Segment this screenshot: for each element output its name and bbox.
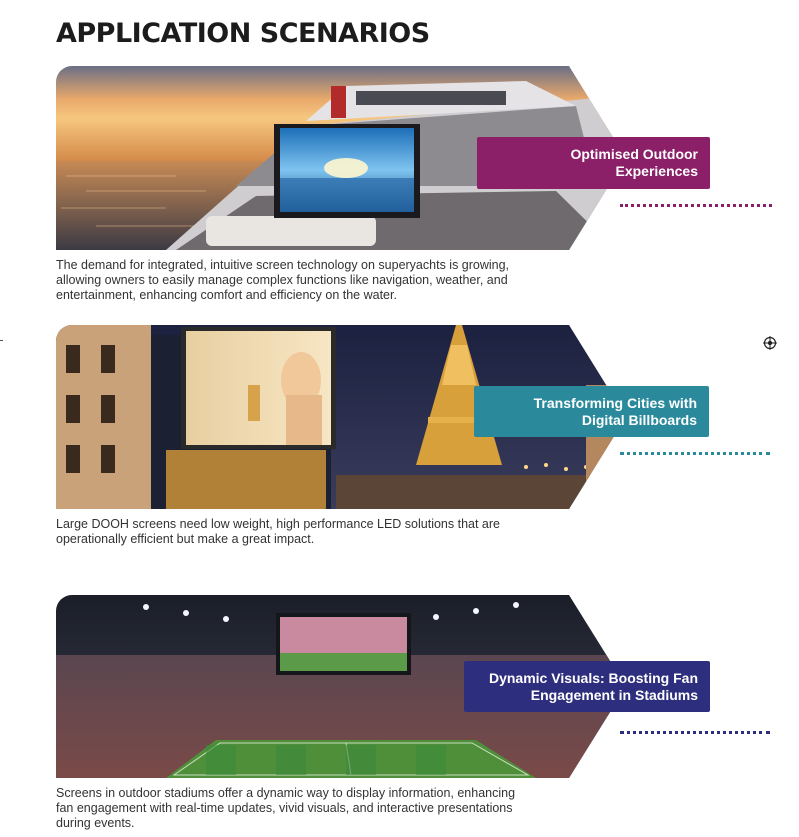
- caption-line: The demand for integrated, intuitive screen technology on superyachts is growing,: [56, 258, 510, 272]
- caption-line: Screens in outdoor stadiums offer a dynamic way to display information, enhancing: [56, 786, 516, 800]
- scenario-label-billboards: [474, 386, 709, 437]
- label-line: Engagement in Stadiums: [530, 687, 698, 703]
- dotted-divider: [620, 731, 770, 734]
- caption-line: entertainment, enhancing comfort and efficiency on the water.: [56, 288, 397, 302]
- caption-line: fan engagement with real-time updates, vivid visuals, and interactive presentations: [56, 801, 513, 815]
- label-line: Transforming Cities with: [533, 395, 697, 411]
- caption-line: operationally efficient but make a great impact.: [56, 532, 315, 546]
- crop-tick: [0, 340, 3, 341]
- scenario-label-stadiums: [464, 661, 710, 712]
- caption-yacht: [56, 258, 616, 303]
- caption-stadiums: [56, 786, 616, 831]
- label-line: Experiences: [615, 163, 698, 179]
- caption-line: during events.: [56, 816, 135, 830]
- caption-billboards: [56, 517, 616, 547]
- scenario-label-outdoor: [477, 137, 710, 189]
- page-title: APPLICATION SCENARIOS: [56, 18, 430, 49]
- dotted-divider: [620, 204, 772, 207]
- crosshair-icon: [763, 336, 777, 350]
- caption-line: Large DOOH screens need low weight, high performance LED solutions that are: [56, 517, 500, 531]
- caption-line: allowing owners to easily manage complex functions like navigation, weather, and: [56, 273, 508, 287]
- label-line: Optimised Outdoor: [570, 146, 698, 162]
- dotted-divider: [620, 452, 770, 455]
- label-line: Digital Billboards: [581, 412, 697, 428]
- label-line: Dynamic Visuals: Boosting Fan: [488, 670, 698, 686]
